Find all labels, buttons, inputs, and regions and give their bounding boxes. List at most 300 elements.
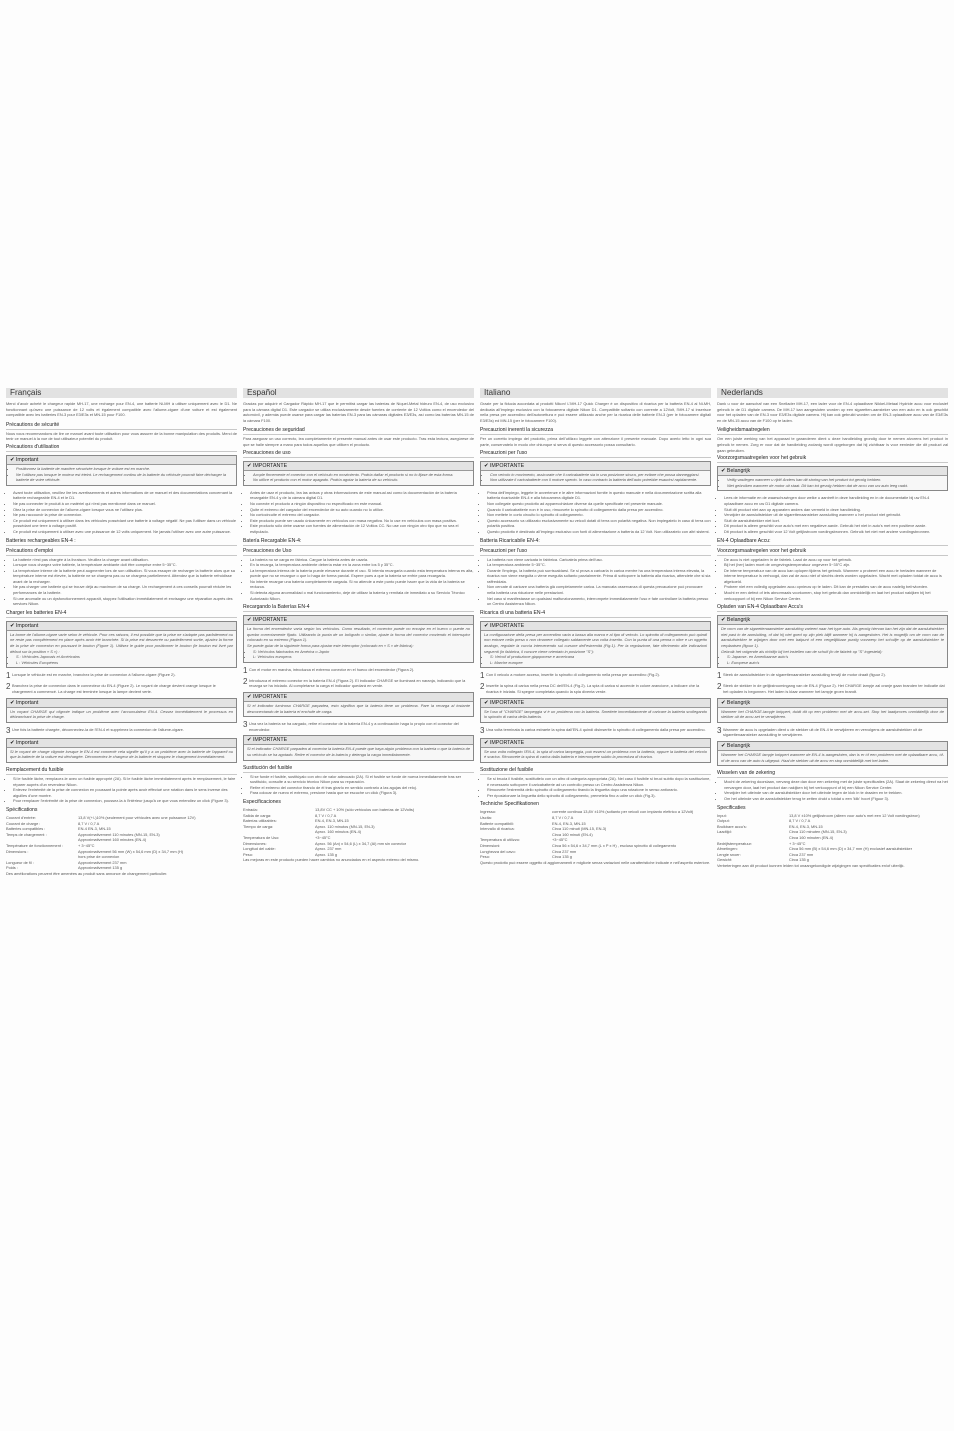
paragraph: Om een juiste werking van het apparaat te garanderen dient u deze handleiding grondig door te nemen alvorens het product in gebruik te nemen. Zorg er voor dat de handleiding zodanig wordt opgeborgen dat hij zichtbaar is voor eenieder die dit product zal gaan gebruiken. <box>717 436 948 453</box>
step-number: 1 <box>480 671 485 681</box>
list-item: • No conecte el producto a ningún dispositivo no especificado en este manual. <box>250 501 474 507</box>
list-item: • Durante l'impiego, la batteria può surriscaldarsi. Se si prova a caricarla in carica mentre ha una temperatura interna elevata, la ricarica non viene eseguita o viene eseguita soltanto parzialmente. Prima di sottoporre la batteria alla ricarica, attendete che si sia raffreddata. <box>487 568 711 585</box>
list-item: • De accu is niet opgeladen in de fabriek. Laad de accu op voor het gebruik. <box>724 557 948 563</box>
box-list-item: • Non utilizzate il caricabatterie con il motore spento. In caso contrario la batteria dell'auto potrebbe esaurirsi rapidamente. <box>490 477 707 483</box>
important-box-body <box>244 625 473 662</box>
important-box <box>480 698 711 723</box>
paragraph: Per un corretto impiego del prodotto, prima dell'utilizzo leggete con attenzione il presente manuale. Dopo averlo letto in ogni sua parte, conservatelo in modo che chiunque si serva di questo accessorio possa consultarlo. <box>480 436 711 447</box>
list-item: • Lees de informatie en de waarschuwingen door welke u aantreft in deze handleiding en in de documentatie bij uw EN-4 oplaadbare accu en uw D1 digitale camera. <box>724 495 948 506</box>
section-heading: Especificaciones <box>243 798 281 805</box>
spec-label: Gewicht: <box>717 857 733 863</box>
box-list <box>247 649 470 660</box>
box-list-item: • L: Europese auto's <box>727 660 944 666</box>
spec-value: Circa 135 g <box>552 854 572 860</box>
list-item: • Para colocar de nuevo el extremo, presione hasta que se escuche un click (Figura 3). <box>250 790 474 796</box>
spec-label: Dimensioni: <box>480 842 501 848</box>
important-box-body <box>718 625 947 667</box>
spec-label: Ingresso: <box>480 809 497 815</box>
box-list-item: • Positionnez la batterie de manière sécurisée lorsque le voiture est en marche. <box>16 466 233 472</box>
spec-label: Uscita: <box>480 814 492 820</box>
section-heading: Techniche Specifikationen <box>480 801 539 808</box>
spec-label: Poids : <box>6 865 18 871</box>
section-heading: Précautions d'emploi <box>6 548 237 556</box>
spec-value: 8,7 V / 0,7 A <box>789 818 811 824</box>
step-number: 3 <box>6 725 11 735</box>
spec-label: Longueur de fil : <box>6 859 34 865</box>
box-text: Se una volta collegato l'EN-4, la spia di carica lampeggia, può essersi un problema con la batteria, oppure la batteria del veicolo è scarica. Rimuovete la spina di carica dalla batteria e interrompete subito la procedura di ricarica. <box>484 748 707 760</box>
step-item <box>6 672 237 680</box>
step-item <box>480 672 711 680</box>
step-item <box>717 683 948 694</box>
important-box <box>6 455 237 486</box>
section-heading: Batería Recargable EN-4: <box>243 538 474 546</box>
step-text: Wanneer de accu is opgeladen dient u de stekker uit de EN-4 te verwijderen en vervolgens de aansluitstekker uit de sigarettenaansteker aansluiting te verwijderen. <box>723 726 923 738</box>
list-item: • Ne pas connecter le produit à un matériel qui n'est pas mentionné dans ce manuel. <box>13 501 237 507</box>
spec-value: Circa 135 g <box>789 857 809 863</box>
box-list-item: • S: Japanse- en Amerikaanse auto's <box>727 654 944 660</box>
spec-label: Bedrijfstemperatuur: <box>717 840 753 846</box>
important-box-header: ✔ IMPORTANTE <box>481 622 710 631</box>
bullet-list <box>717 557 948 602</box>
spec-value: Circa 237 mm <box>552 848 577 854</box>
important-box-body <box>7 748 236 762</box>
important-box-body <box>481 471 710 485</box>
list-item: • Avant toute utilisation, veuillez lire les avertissements et autres informations de ce manuel et des documentations concernant la batterie rechargeable EN-4 et le D1. <box>13 490 237 501</box>
important-box-header: ✔ IMPORTANTE <box>481 739 710 748</box>
list-item: • La batería no se carga en fábrica. Cargue la batería antes de usarla. <box>250 557 474 563</box>
section-heading: Précautions d'utilisation <box>6 444 237 452</box>
important-box <box>717 615 948 668</box>
list-item: • La batterie n'est pas chargée à la livraison. Veuillez la charger avant utilisation. <box>13 557 237 563</box>
spec-label: Peso: <box>243 851 253 857</box>
important-box-body <box>718 476 947 490</box>
section-heading: Remplacement du fusible <box>6 767 237 775</box>
step-item <box>243 667 474 675</box>
spec-label: Entrada: <box>243 806 258 812</box>
box-text: La forma del encendedor varía según los vehículos. Como resultado, el conector puede no encajar en el hueco o puede no quedar correctamente fijado. Utilizando la punta de un bolígrafo o similar, ajuste la forma del conector moviendo el interruptor colocado en su extremo (Figura 1). <box>247 626 470 643</box>
language-header: Français <box>6 388 237 398</box>
spec-value: + 3~45°C <box>789 840 806 846</box>
box-list-item: • Niet gebruiken wanneer de motor uit staat. Dit kan tot gevolg hebben dat de accu van uw auto leeg raakt. <box>727 483 944 489</box>
important-box-body <box>7 465 236 485</box>
columns-container <box>6 388 948 878</box>
spec-label: Batteries compatibles : <box>6 826 46 832</box>
list-item: • Verwijder het uiteinde van de aansluitstekker door het uiteinde tegen de klok in te draaien en te trekken. <box>724 790 948 796</box>
list-item: • Retire el extremo del conector tirando de él tras girarlo en sentido contrario a las agujas del reloj. <box>250 785 474 791</box>
list-item: • Sluit de aansluitstekker niet kort. <box>724 518 948 524</box>
important-box <box>243 692 474 717</box>
spec-table <box>717 813 948 863</box>
list-item: • Si detecta alguna anormalidad o mal funcionamiento, deje de utilizar la batería y remítala de inmediato a su Servicio Técnico Autorizado Nikon. <box>250 590 474 601</box>
step-number: 3 <box>243 720 248 730</box>
list-item: • La temperatura ambiente 5~35°C. <box>487 562 711 568</box>
section-heading: Sustitución del fusible <box>243 765 474 773</box>
spec-value: Aprox. 135 g <box>315 851 338 857</box>
important-box-header: ✔ IMPORTANTE <box>244 616 473 625</box>
spec-value: 8,7 V / 0,7 A <box>315 812 337 818</box>
spec-value: 13,8 V(+/-)10% (seulement pour véhicules avec une puissance 12V) <box>78 814 196 820</box>
spec-label: Courant de charge : <box>6 820 41 826</box>
list-item: • Mocht de zekering doorslaan, vervang deze dan door een zekering met de juiste specificaties (2A). Slaat de zekering direct na het vervangen door, laat het product dan nakijken bij het verkooppunt of bij een Nikon Service Center. <box>724 779 948 790</box>
section-heading: Ricarica di una batteria EN-4 <box>480 610 711 618</box>
spec-value: Approximativement 110 minutes (MN-15, EN-3) <box>78 831 160 837</box>
important-box <box>480 621 711 669</box>
important-box <box>243 615 474 663</box>
important-box-header: ✔ Important <box>7 699 236 708</box>
list-item: • Este producto puede ser usado únicamente en vehículos con masa negativa. No lo use en vehículos con masa positiva. <box>250 518 474 524</box>
language-column <box>717 388 948 878</box>
list-item: • Dit product is alleen geschikt voor 12 Volt gelijkstroom voedingsbronnen. Gebruik het niet met andere voedingsbronnen. <box>724 529 948 535</box>
important-box-header: ✔ Belangrijk <box>718 742 947 751</box>
box-text: La configurazione della presa per accendino varia a bassa alla marca e al tipo di veicolo. Lo spinotto di collegamento può quindi non entrare nella presa o non rimanere collegato saldamente una volta inserito. Con la punta di una penna o oltre e un oggetto analogo, regolate la cuccia intervenendo sul cursore dell'estremità (Fig.1). Per la regolazione, fate riferimento alle indicazioni seguenti (in fabbrica, il cursore viene orientato in posizione "S"): <box>484 631 707 654</box>
box-text: Si el indicador luminoso CHARGE parpadea, esto significa que la batería tiene un problema. Pare la recarga al instante desconectando de la batería el enchufe de carga. <box>247 703 470 714</box>
important-box <box>6 698 237 723</box>
spec-label: Temps de chargement : <box>6 831 47 837</box>
step-item <box>717 727 948 738</box>
list-item: • No intente recargar una batería completamente cargada. Si no atiende a este punto puede hacer que la vida de la batería se reduzca. <box>250 579 474 590</box>
step-number: 1 <box>243 665 248 675</box>
section-heading: Precauciones de seguridad <box>243 427 474 435</box>
bullet-list <box>717 495 948 534</box>
important-box-header: ✔ IMPORTANTE <box>481 699 710 708</box>
step-item <box>6 683 237 694</box>
step-number: 3 <box>480 725 485 735</box>
step-text: Una vez la batería se ha cargado, retire el conector de la batería EN-4 y a continuación haga lo propio con el conector del encendedor. <box>249 721 459 732</box>
step-number: 2 <box>243 676 248 686</box>
box-list <box>721 477 944 488</box>
important-box-body <box>718 708 947 722</box>
spec-table <box>243 807 474 857</box>
important-box-body <box>481 631 710 668</box>
spec-value: 8,7 V / 0,7 A <box>552 814 574 820</box>
step-text: Steek de aansluitstekker in de sigarettenaansteker aansluiting terwijl de motor draait (figuur 2). <box>723 672 886 678</box>
box-text: Un voyant CHARGE qui clignote indique un problème avec l'accumulateur EN-4. Cessez immédiatement le processus en débranchant la prise de charge. <box>10 708 233 720</box>
important-box-body <box>244 745 473 759</box>
important-box-body <box>244 471 473 485</box>
step-item <box>717 672 948 680</box>
step-item <box>480 683 711 694</box>
spec-value: Circa 237 mm <box>789 851 814 857</box>
box-list <box>484 472 707 483</box>
important-box-header: ✔ Belangrijk <box>718 467 947 476</box>
spec-value: EN-4, EN-3, MN-15 <box>315 818 349 824</box>
list-item: • Antes de usar el producto, lea las avisos y otras informaciones de este manual así como la documentación de la batería recargable EN-4 y de la cámara digital D1. <box>250 490 474 501</box>
step-text: Inserite la spina di carica nella presa DC dell'EN-4 (Fig.2). La spia di carica si accende in colore arancione, a indicare che la ricarica è iniziata. Si spegne completata quando la spia diventa verde. <box>486 683 700 694</box>
box-list-item: • Con veicolo in movimento, assicurate che il caricabatterie sia in una posizione sicura, per evitare che possa danneggiarsi. <box>490 472 707 478</box>
spec-value: corrente continua 13,8V ±10% (soltanto per veicoli con impianto elettrico a 12Volt) <box>552 809 694 815</box>
spec-label: Peso: <box>480 854 490 860</box>
box-list <box>10 466 233 483</box>
box-list <box>721 654 944 665</box>
list-item: • Quando il caricabatterie non è in uso, rimuovete lo spinotto di collegamento dalla presa per accendino. <box>487 507 711 513</box>
spec-label: Lunghezza del cavo: <box>480 848 516 854</box>
important-box-body <box>7 631 236 668</box>
list-item: • Rimuovete l'estremità dello spinotto di collegamento tirando la linguetta dopo una rotazione in senso antiorario. <box>487 787 711 793</box>
important-box-body <box>481 748 710 762</box>
box-text: Gebruik het volgende als richtlijn bij het instellen van de schuif (in de fabriek op "S" ingesteld): <box>721 648 883 654</box>
box-list-item: • L : Véhicules Européens <box>16 660 233 666</box>
box-list-item: • S: Vehículos fabricados en América o Japón <box>253 649 470 655</box>
bullet-list <box>6 776 237 804</box>
spec-label: Tiempo de carga: <box>243 823 274 829</box>
spec-label: Température de fonctionnement : <box>6 842 64 848</box>
intro-paragraph: Dank u voor de aanschaf van een Snellader MH-17, een lader voor de EN-4 oplaadbare Nikkel-Metaal Hydride accu voor exclusief gebruik in de D1 digitale camera. De MH-17 kan aangesloten worden op een sigaretten-aansteker van een auto en is ook geschikt voor het opladen van de EN-3 voor E3/E3s digitale camera. Hij kan ook gebruikt worden om de EN-3 oplaadbare accu van de E3/E3s en de MN-15 accu van de F100 op te laden. <box>717 401 948 423</box>
spec-value: Circa 110 minuten (MN-15, EN-3) <box>789 829 847 835</box>
section-heading: Voorzorgsmaatregelen voor het gebruik <box>717 548 948 556</box>
important-box-header: ✔ Important <box>7 456 236 465</box>
step-item <box>6 727 237 735</box>
step-text: Lorsque le véhicule est en marche, branchez la prise de connexion à l'allume-cigare (Figure 2). <box>12 672 176 678</box>
box-text: Si le voyant de charge clignote lorsque le EN-4 est connecté cela signifie qu'il y a un problème avec la batterie de l'appareil ou que la batterie de la voiture est déchargée. Déconnectez le chargeur de la batterie et stoppez le chargement immédiatement. <box>10 748 233 760</box>
box-list-item: • L: Marche europee <box>490 660 707 666</box>
section-heading: Charger les batteries EN-4 <box>6 610 237 618</box>
spec-value: Circa 110 minuti (MN-15, EN-3) <box>552 826 607 832</box>
list-item: • Bij het (her) laden moet de omgevingstemperatuur ongeveer 5~35°C zijn. <box>724 562 948 568</box>
list-item: • Lorsque vous chargez votre batterie, la température ambiante doit être comprise entre 5~35°C. <box>13 562 237 568</box>
spec-value: 13,8 V ±10% gelijkstroom (alleen voor auto's met een 12 Volt voedingsbron) <box>789 812 920 818</box>
language-column <box>243 388 474 878</box>
box-list-item: • S : Véhicules Japonais et Américains <box>16 654 233 660</box>
spec-label: Input: <box>717 812 727 818</box>
list-item: • Ce produit est uniquement à utiliser dans les véhicules possédant une batterie à voltage négatif. Ne pas l'utiliser dans un véhicule possédant une terre à voltage positif. <box>13 518 237 529</box>
step-text: Steek de stekker in de gelijkstroomingang van de EN-4 (Figuur 2). Het CHARGE lampje zal oranje gaan branden ter indicatie dat het opladen is begonnen. Het laden is klaar wanneer het lampje groen brandt. <box>723 683 945 694</box>
spec-label: Dimensions : <box>6 848 29 854</box>
intro-paragraph: Grazie per la fiducia accordata ai prodotti Nikon! L'MH-17 Quick Charger è un dispositivo di ricarica per la batteria EN-4 al Ni-MH, dedicata all'impiego esclusivo con la fotocamera digitale Nikon D1. Compatibile soltanto con corrente a 12Volt, l'MH-17 si inserisce nella presa per accendino dell'autovettura e può essere utilizzato anche per la ricarica delle batterie EN-3 (per le fotocamere digitali E3/E3s) ed MN-15 (per le fotocamere F100). <box>480 401 711 423</box>
bullet-list <box>243 774 474 796</box>
list-item: • Nel caso si manifestasse un qualsiasi malfunzionamento, interrompete immediatamente l'uso e fate controllare la batteria presso un Centro Assistenza Nikon. <box>487 596 711 607</box>
spec-label: Laadtijd: <box>717 829 732 835</box>
box-list <box>10 654 233 665</box>
step-text: Con il veicolo a motore acceso, inserite lo spinotto di collegamento nella presa per accendino (Fig.2). <box>486 672 660 678</box>
important-box-header: ✔ Important <box>7 622 236 631</box>
list-item: • Ne pas raccourcir la prise de connexion. <box>13 512 237 518</box>
step-number: 2 <box>6 682 11 692</box>
list-item: • Dit product is alleen geschikt voor auto's met een negatieve aarde. Gebruik het niet in auto's met een positieve aarde. <box>724 523 948 529</box>
spec-value: +3~45°C <box>315 834 331 840</box>
spec-label: Longitud del cable: <box>243 846 276 852</box>
step-text: Branchez la prise de connexion dans le connecteur du EN-4 (Figure 2). Le voyant de charge devient orange lorsque le chargement a commencé. La charge est terminée lorsque la lampe devient verte. <box>12 683 216 694</box>
bullet-list <box>717 779 948 801</box>
spec-value: 8,7 V / 0,7 A <box>78 820 100 826</box>
language-header: Nederlands <box>717 388 948 398</box>
list-item: • Om het uiteinde van de aansluitstekker terug te zetten drukt u totdat u een 'klik' hoort (Figuur 3). <box>724 796 948 802</box>
list-item: • De interne temperatuur van de accu kan oplopen tijdens het gebruik. Wanneer u probeert een accu te herladen wanneer de interne temperatuur is verhoogd, dan zal de accu niet of slechts deels worden opgeladen. Wacht met opladen totdat de accu is afgekoeld. <box>724 568 948 585</box>
spec-label: Bruikbare accu's: <box>717 823 747 829</box>
box-list-item: • L: Vehículos europeos <box>253 654 470 660</box>
box-list-item: • Acople firmemente el conector con el vehículo en movimiento. Podría dañar el producto si no lo fijase de esta forma. <box>253 472 470 478</box>
important-box-body <box>7 708 236 722</box>
list-item: • Questo accessorio va utilizzato esclusivamente su veicoli dotati di terra con polarità negativa. Non impiegatelo in caso di terra con polarità positiva. <box>487 518 711 529</box>
language-header: Español <box>243 388 474 398</box>
spec-table <box>480 809 711 859</box>
spec-value: Aprox. 110 minutos (MN-15, EN-3) <box>315 823 375 829</box>
paragraph: Para asegurar un uso correcto, lea completamente el presente manual antes de usar este producto. Tras esta lectura, asegúrese de que se halle siempre a mano para todos aquellos que utilicen el producto. <box>243 436 474 447</box>
list-item: • Probeer niet een volledig opgeladen accu opnieuw op te laden. Dit kan de prestaties van de accu nadelig beïnvloeden. <box>724 584 948 590</box>
spec-value: Circa 56 x 54,6 x 34,7 mm (L x P x H) , escluso spinotto di collegamento <box>552 842 677 848</box>
bullet-list <box>480 776 711 798</box>
step-item <box>243 678 474 689</box>
list-item: • Mocht er een defect of iets abnormaals voorkomen, stop het gebruik dan onmiddellijk en laat het product nakijken bij het verkooppunt of bij een Nikon Service Center. <box>724 590 948 601</box>
spec-label: Temperatura di utilizzo: <box>480 837 521 843</box>
bullet-list <box>6 490 237 535</box>
spec-value: EN-4, EN-3, MN-15 <box>789 823 823 829</box>
section-heading: Batteria Ricaricabile EN-4: <box>480 538 711 546</box>
spec-label: Output: <box>717 818 730 824</box>
spec-label: Afmetingen: <box>717 846 738 852</box>
list-item: • Sluit dit product niet aan op apparaten anders dan vermeld in deze handleiding. <box>724 507 948 513</box>
step-number: 3 <box>717 725 722 735</box>
list-item: • Se si brucia il fusibile, sostituitelo con un altro di categoria appropriata (2A). Nel caso il fusibile si bruci subito dopo la sostituzione, è necessario sottoporre il caricabatterie ad un controllo presso un Centro Assistenza Nikon. <box>487 776 711 787</box>
bullet-list <box>480 490 711 535</box>
spec-label: Temperatura de Uso: <box>243 834 280 840</box>
section-heading: Spécifications <box>6 806 38 813</box>
important-box-body <box>481 708 710 722</box>
spec-value: Aprox. 237 mm <box>315 846 342 852</box>
step-item <box>480 727 711 735</box>
section-heading: Voorzorgsmaatregelen voor het gebruik <box>717 455 948 463</box>
spec-label: Intervallo di ricarica: <box>480 826 515 832</box>
section-heading: Precauzioni per l'uso <box>480 548 711 556</box>
list-item: • Ne pas charger une batterie qui se trouve déjà au maximum de sa charge. Un rechargement à ces conseils pourrait réduire les performances de la batterie. <box>13 584 237 595</box>
spec-label: Dimensiones: <box>243 840 267 846</box>
list-item: • La température interne de la batterie peut augmenter lors de son utilisation. Si vous essayer de recharger la batterie alors que sa température interne est élevée, la batterie ne se chargera pas ou se chargera partiellement. Attendez que la batterie refroidisse avant de la recharger. <box>13 568 237 585</box>
important-box <box>6 621 237 669</box>
important-box <box>480 738 711 763</box>
list-item: • Quite el extremo del cargador del encendedor de su auto cuando no lo utilice. <box>250 507 474 513</box>
spec-label: Courant d'entrée: <box>6 814 36 820</box>
spec-label: Baterías utilizables: <box>243 818 277 824</box>
paragraph: Questo prodotto può essere oggetto di aggiornamenti e migliorie senza variazioni nelle caratteristiche indicate e nell'aspetto esteriore. <box>480 859 711 865</box>
spec-value: Approximativement 56 mm (W) x 54,6 mm (D) x 34,7 mm (H) <box>78 848 184 854</box>
step-number: 2 <box>480 682 485 692</box>
important-box-header: ✔ IMPORTANTE <box>244 736 473 745</box>
list-item: • Non cercate di caricare una batteria già completamente carica. La mancata osservanza di questa precauzione può provocare nella batteria una riduzione nelle prestazioni. <box>487 584 711 595</box>
important-box-header: ✔ Belangrijk <box>718 616 947 625</box>
box-text: Se l'uso di "CHARGE" lampeggia vi è un problema con la batteria. Smettete immediatamente di caricare la batteria scollegando lo spinotto di carica della batteria. <box>484 708 707 720</box>
step-number: 1 <box>6 671 11 681</box>
spec-value: Circa 160 minuten (EN-4) <box>789 834 834 840</box>
step-text: Une fois la batterie chargée, déconnectez-la de l'EN-4 et supprimez la connexion de l'allume-cigare. <box>12 726 184 732</box>
list-item: • Otez la prise de connexion de l'allume-cigare lorsque vous ne l'utilisez plus. <box>13 507 237 513</box>
important-box-body <box>718 751 947 765</box>
step-number: 1 <box>717 671 722 681</box>
list-item: • No cortocircuite el extremo del cargador. <box>250 512 474 518</box>
section-heading: Specificaties <box>717 804 746 811</box>
language-column <box>480 388 711 878</box>
section-heading: Recargando la Baterías EN-4 <box>243 604 474 612</box>
step-item <box>243 721 474 732</box>
bullet-list <box>6 557 237 607</box>
important-box-header: ✔ IMPORTANTE <box>481 462 710 471</box>
box-text: La borne de l'allume-cigare varie selon le véhicule. Pour ces raisons, il est possible que la prise ne s'adapte pas parfaitement ou ne reste pas complètement en place après avoir été branchée. Si la prise est desserrée ou partiellement sortie, ajustez la forme de la prise de connexion en poussant le bouton (Figure 1). Utilisez le guide pour positionner le bouton (le bouton est livré par défaut sur la position « S ») : <box>10 631 233 654</box>
paragraph: Las mejoras en este producto pueden hacer cambios no anunciados en el aspecto externo del mismo. <box>243 857 420 863</box>
spec-value: Approximativement 237 mm <box>78 859 127 865</box>
important-box <box>717 466 948 491</box>
section-heading: Sostituzione del fusibile <box>480 767 711 775</box>
list-item: • Si se funde el fusible, sustitúyalo con otro de valor adecuado (2A). Si el fusible se funde de nueva inmediatamente tras ser sustituido, consulte a su servicio técnico Nikon para su reparación. <box>250 774 474 785</box>
section-heading: Precauciones de uso <box>243 450 474 458</box>
box-list-item: • Veilig vastlegen wanneer u rijdt! Anders kan dit storing van het product tot gevolg hebben. <box>727 477 944 483</box>
box-list-item: • Ne l'utilisez pas lorsque le moteur est éteint. Le rechargement continu de la batterie du véhicule pourrait faire décharger la batterie de votre véhicule. <box>16 472 233 483</box>
language-header: Italiano <box>480 388 711 398</box>
language-column <box>6 388 237 878</box>
list-item: • Si le fusible lâche, remplacez-le avec un fusible approprié (2A). Si le fusible lâche immédiatement après le remplacement, le faire réparer auprès d'un revendeur Nikon. <box>13 776 237 787</box>
spec-value: 13,8V CC + 10% (sólo vehículos con baterías de 12Volts) <box>315 806 415 812</box>
spec-value: EN-4 EN-3, MN-15 <box>78 826 111 832</box>
spec-label: Lengte snoer: <box>717 851 741 857</box>
spec-label: Batterie compatibili: <box>480 820 514 826</box>
box-list-item: • S: Veicoli di produzione giapponese e americana <box>490 654 707 660</box>
spec-value: Aprox. 160 minutos (EN-4) <box>315 829 362 835</box>
intro-paragraph: Gracias por adquirir el Cargador Rápido MH-17 que le permitirá cargar las baterías de Níquel-Metal hidruro EN-4, de uso exclusivo para la cámara digital D1. Este cargador se utiliza exclusivamente desde fuentes de corriente de 12 Voltios como el encendedor del automóvil, y además puede usarse para cargar las baterías EN-3 para las cámaras digitales E3/E3s, así como las baterías MN-15 de la cámara F100. <box>243 401 474 423</box>
step-text: Con el motor en marcha, introduzca el extremo conector en el hueco del encendedor (Figura 2). <box>249 666 415 672</box>
section-heading: Precauzioni inerenti la sicurezza <box>480 427 711 435</box>
section-heading: Batteries rechargeables EN-4 : <box>6 538 237 546</box>
box-text: Se puede guiar de la siguiente forma para ajustar este interruptor (colocado en « S » de fábrica): <box>247 643 414 649</box>
important-box <box>717 698 948 723</box>
paragraph: Nous vous recommandons de lire ce manuel avant toute utilisation pour vous assurer de la bonne manipulation des produits. Merci de tenir ce manuel à la vue de tout utilisateur potentiel du produit. <box>6 430 237 442</box>
list-item: • Verwijder de aansluitstekker uit de sigarettenaansteker aansluiting wanneer u het product niet gebruikt. <box>724 512 948 518</box>
list-item: • Enlevez l'extrémité de la prise de connexion en poussant la pointe après avoir effectué une rotation dans le sens inverse des aiguilles d'une montre. <box>13 787 237 798</box>
spec-value: + 3~45°C <box>78 842 95 848</box>
paragraph: Des améliorations peuvent être amenées au produit sans annonce de changement particulier. <box>6 870 168 876</box>
spec-value: hors prise de connexion <box>78 854 120 860</box>
section-heading: Veiligheidsmaatregelen <box>717 427 948 435</box>
section-heading: Opladen van EN-4 Oplaadbare Accu's <box>717 604 948 612</box>
box-list <box>484 654 707 665</box>
list-item: • La batteria non viene caricata in fabbrica. Caricatela prima dell'uso. <box>487 557 711 563</box>
section-heading: EN-4 Oplaadbare Accu: <box>717 538 948 546</box>
spec-value: +3~45°C <box>552 837 568 843</box>
spec-label: Salida de carga: <box>243 812 272 818</box>
list-item: • Este producto sólo debe usarse con fuentes de alimentación de 12 Voltios CC. No use con ningún otro tipo que no sea el estipulado. <box>250 523 474 534</box>
box-list <box>247 472 470 483</box>
important-box-header: ✔ IMPORTANTE <box>244 462 473 471</box>
section-heading: Precauzioni per l'uso <box>480 450 711 458</box>
list-item: • Non collegate questo prodotto ad apparecchiature diverse da quelle specificate nel presente manuale. <box>487 501 711 507</box>
spec-value: Approximativement 160 minutes (EN-4) <box>78 837 147 843</box>
spec-value: EN-4, EN-3, MN-15 <box>552 820 586 826</box>
paragraph: Verbeteringen aan dit product kunnen leiden tot onaangekondigde wijzigingen van specificaties en/of uiterlijk. <box>717 862 905 868</box>
list-item: • Questo prodotto è destinato all'impiego esclusivo con fonti di alimentazione a batteria da 12 Volt. Non utilizzatelo con altri sistemi. <box>487 529 711 535</box>
important-box-body <box>244 702 473 716</box>
important-box <box>480 461 711 486</box>
list-item: • Pour remplacer l'extrémité de la prise de connexion, poussez-la à l'intérieur jusqu'à ce que vous entendiez un click (Figure 3). <box>13 798 237 804</box>
step-number: 2 <box>717 682 722 692</box>
section-heading: Précautions de sécurité <box>6 422 237 430</box>
important-box <box>243 735 474 760</box>
spec-value: Circa 160 minuti (EN-4) <box>552 831 593 837</box>
list-item: • Prima dell'impiego, leggete le avvertenze e le altre informazioni fornite in questo manuale e nella documentazione scritta alla batteria ricaricabile EN-4 e alla fotocamera digitale D1. <box>487 490 711 501</box>
important-box <box>243 461 474 486</box>
section-heading: Precauciones de Uso <box>243 548 474 556</box>
step-text: Una volta terminata la carica estraete la spina dall'EN-4 quindi disinserite lo spinotto di collegamento dalla presa per accendino. <box>486 726 706 732</box>
box-text: Wanneer het CHARGE-lampje knippert, duidt dit op een probleem met de accu-set. Stop het laadproces onmiddellijk door de stekker uit de accu-set te verwijderen. <box>721 708 944 720</box>
bullet-list <box>243 490 474 535</box>
intro-paragraph: Merci d'avoir acheté le chargeur rapide MH-17, une recharge pour EN-4, une batterie Ni-MH à utiliser uniquement avec le D1. Ne fonctionnant qu'avec une puissance de 12 volts et également compatible avec l'allume-cigare d'une voiture et est également compatible avec les batteries EN-3 pour E3/E3s et MN-15 pour F100. <box>6 401 237 418</box>
important-box <box>717 741 948 766</box>
box-list-item: • No utilice el producto con el motor apagado. Podría agotar la batería de su vehículo. <box>253 477 470 483</box>
box-text: De vorm van de sigarettenaansteker aansluiting varieert naar het type auto. Als gevolg hiervan kan het zijn dat de aansluitstekker niet past in de aansluiting, of dat hij niet goed op zijn plek blijft wanneer hij is aangesloten. Het is mogelijk om de vorm van de aansluitstekker te wijzigen door met een balpunt of een vergelijkbaar puntig voorwerp het schuifje op de aansluitstekker te verplaatsen (figuur 1). <box>721 626 944 649</box>
important-box-header: ✔ IMPORTANTE <box>244 693 473 702</box>
bullet-list <box>243 557 474 602</box>
spec-row <box>480 854 711 860</box>
important-box <box>6 738 237 763</box>
important-box-header: ✔ Important <box>7 739 236 748</box>
box-text: Si el indicador CHARGE parpadea al conectar la batería EN-4 puede que haya algún problema con la batería o que la batería de su vehículo se ha agotado. Retire el conector de la batería y detenga la carga inmediatamente. <box>247 746 470 757</box>
list-item: • Per riposizionare la linguetta dello spinotto di collegamento, premetela fino a udire un click (Fig.3). <box>487 793 711 799</box>
list-item: • Si une anomalie ou un dysfonctionnement apparaît, stoppez l'utilisation immédiatement et envisagez une réparation auprès des services Nikon. <box>13 596 237 607</box>
